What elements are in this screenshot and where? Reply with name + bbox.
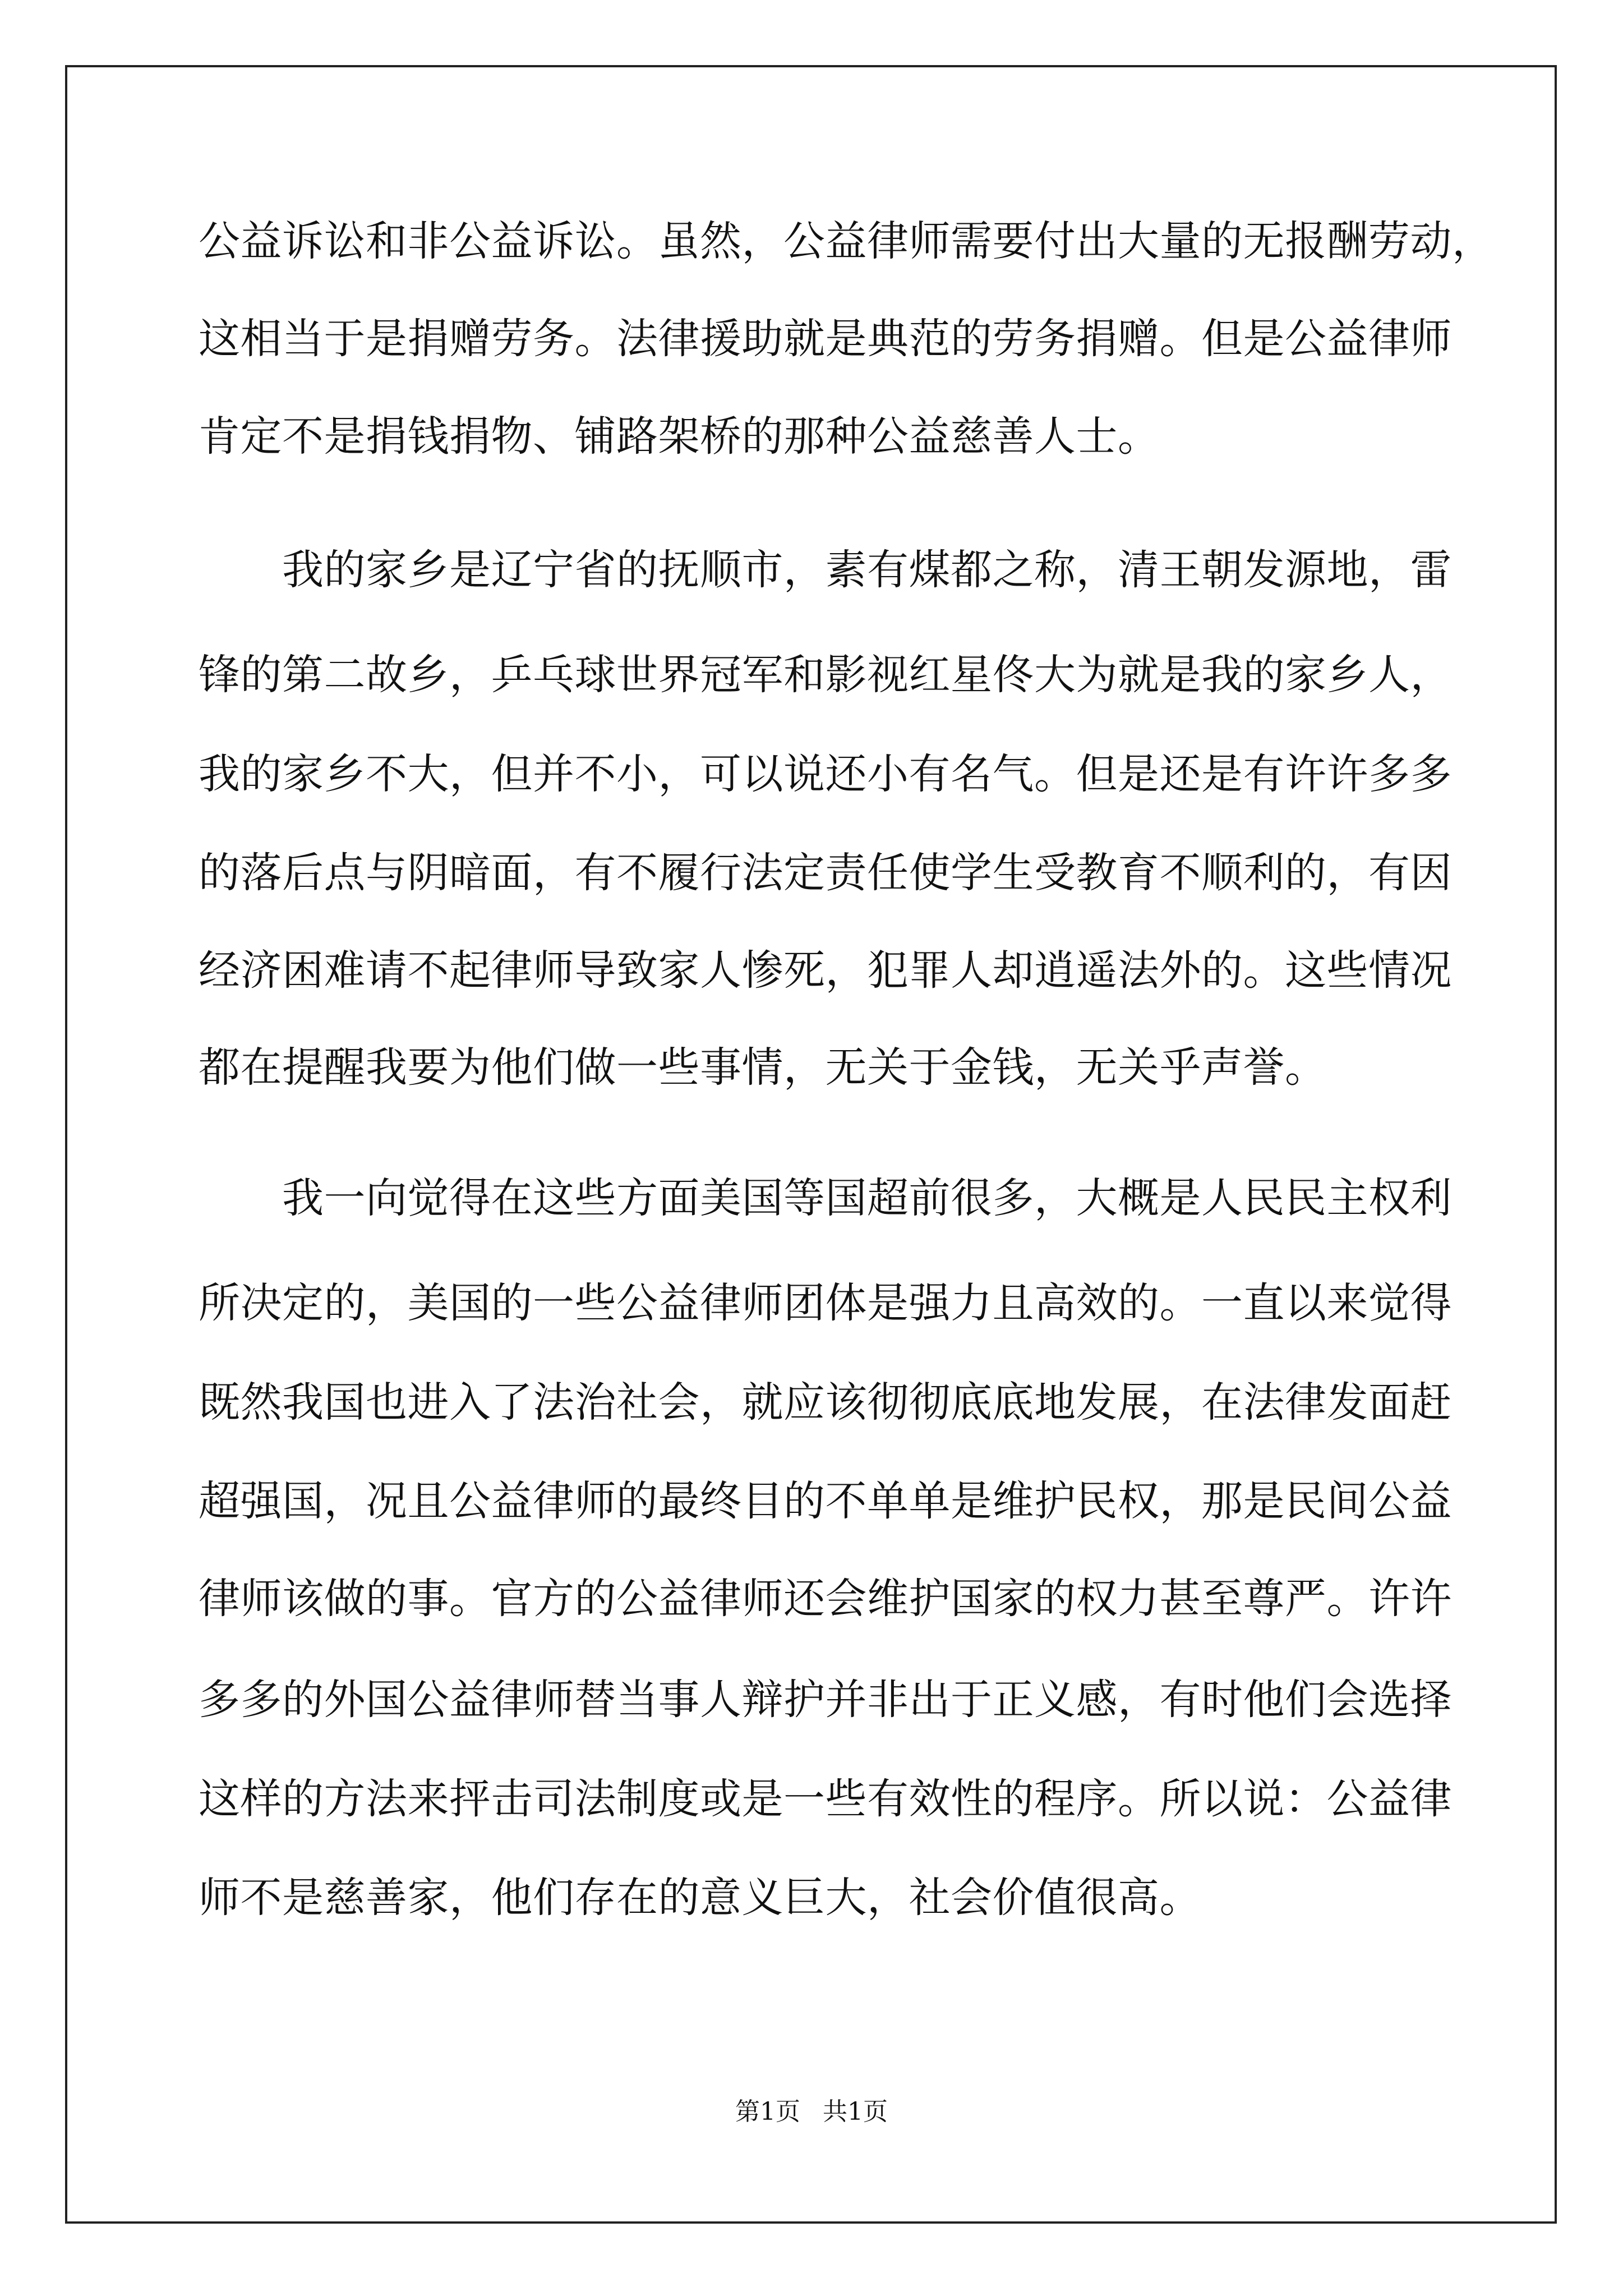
text-line: 经济困难请不起律师导致家人惨死，犯罪人却逍遥法外的。这些情况 — [199, 946, 1452, 995]
text-line: 这样的方法来抨击司法制度或是一些有效性的程序。所以说：公益律 — [199, 1775, 1452, 1823]
text-line: 我的家乡是辽宁省的抚顺市，素有煤都之称，清王朝发源地，雷 — [199, 546, 1452, 594]
text-line: 多多的外国公益律师替当事人辩护并非出于正义感，有时他们会选择 — [199, 1676, 1452, 1724]
text-line: 律师该做的事。官方的公益律师还会维护国家的权力甚至尊严。许许 — [199, 1575, 1452, 1623]
page-number: 第1页 — [735, 2097, 800, 2126]
text-line: 既然我国也进入了法治社会，就应该彻彻底底地发展，在法律发面赶 — [199, 1378, 1452, 1427]
text-line: 师不是慈善家，他们存在的意义巨大，社会价值很高。 — [199, 1874, 1201, 1922]
text-line: 锋的第二故乡，乒乓球世界冠军和影视红星佟大为就是我的家乡人， — [199, 651, 1452, 699]
text-line: 公益诉讼和非公益诉讼。虽然，公益律师需要付出大量的无报酬劳动， — [199, 217, 1494, 265]
text-line: 这相当于是捐赠劳务。法律援助就是典范的劳务捐赠。但是公益律师 — [199, 315, 1452, 363]
page-footer — [0, 2095, 1623, 2129]
text-line: 我的家乡不大，但并不小，可以说还小有名气。但是还是有许许多多 — [199, 750, 1452, 798]
page-total: 共1页 — [823, 2097, 888, 2126]
text-line: 肯定不是捐钱捐物、铺路架桥的那种公益慈善人士。 — [199, 412, 1160, 461]
text-line: 的落后点与阴暗面，有不履行法定责任使学生受教育不顺利的，有因 — [199, 849, 1452, 897]
text-line: 超强国，况且公益律师的最终目的不单单是维护民权，那是民间公益 — [199, 1477, 1452, 1525]
text-line: 所决定的，美国的一些公益律师团体是强力且高效的。一直以来觉得 — [199, 1279, 1452, 1327]
text-line: 都在提醒我要为他们做一些事情，无关于金钱，无关乎声誉。 — [199, 1043, 1327, 1092]
text-line: 我一向觉得在这些方面美国等国超前很多，大概是人民民主权利 — [199, 1174, 1452, 1222]
